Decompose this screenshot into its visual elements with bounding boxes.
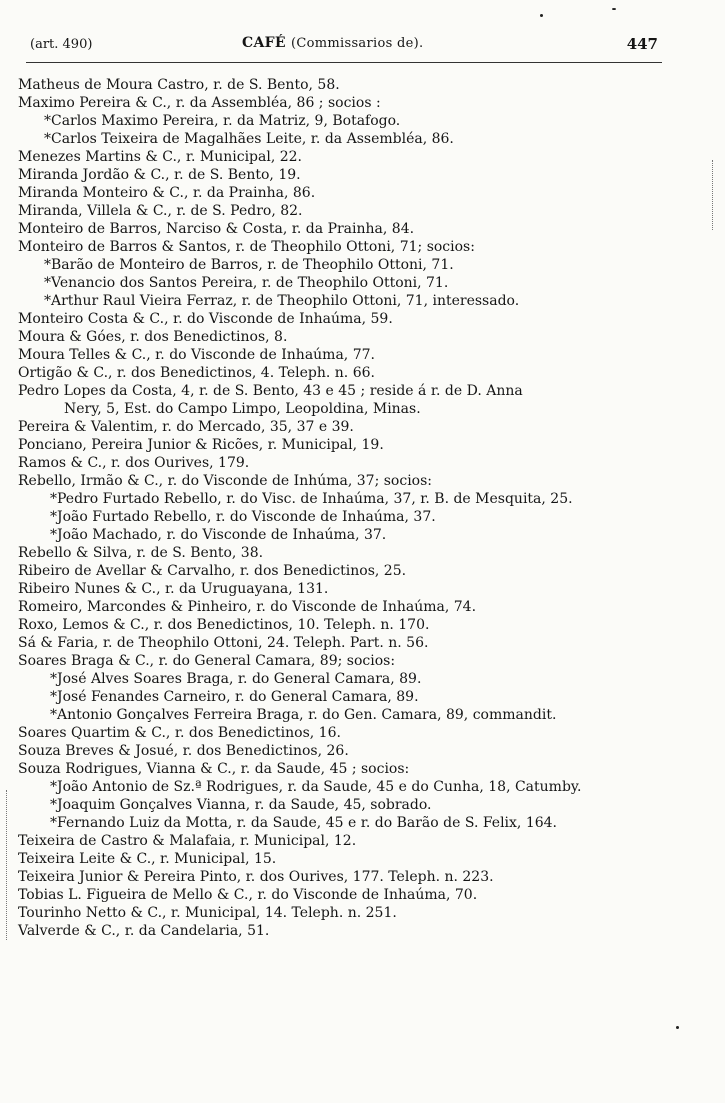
firm-entry: Teixeira Leite & C., r. Municipal, 15. xyxy=(18,851,277,867)
ink-speck xyxy=(676,1026,679,1029)
partner-entry: *Fernando Luiz da Motta, r. da Saude, 45 e r. do Barão de S. Felix, 164. xyxy=(50,815,557,831)
firm-entry: Rebello & Silva, r. de S. Bento, 38. xyxy=(18,545,264,561)
firm-entry: Miranda Monteiro & C., r. da Prainha, 86. xyxy=(18,185,316,201)
partner-entry: *Carlos Maximo Pereira, r. da Matriz, 9, Botafogo. xyxy=(44,113,401,129)
firm-entry: Matheus de Moura Castro, r. de S. Bento, 58. xyxy=(18,77,340,93)
entry-list xyxy=(18,76,678,940)
firm-entry: Pedro Lopes da Costa, 4, r. de S. Bento, 43 e 45 ; reside á r. de D. Anna xyxy=(18,383,523,399)
partner-entry: *Barão de Monteiro de Barros, r. de Theophilo Ottoni, 71. xyxy=(44,257,454,273)
firm-entry: Ramos & C., r. dos Ourives, 179. xyxy=(18,455,250,471)
firm-entry: Miranda, Villela & C., r. de S. Pedro, 82. xyxy=(18,203,303,219)
partner-entry: *João Antonio de Sz.ª Rodrigues, r. da Saude, 45 e do Cunha, 18, Catumby. xyxy=(50,779,582,795)
article-range: (art. 490) xyxy=(30,37,93,52)
firm-entry: Ribeiro de Avellar & Carvalho, r. dos Benedictinos, 25. xyxy=(18,563,407,579)
firm-entry: Valverde & C., r. da Candelaria, 51. xyxy=(18,923,270,939)
firm-entry: Roxo, Lemos & C., r. dos Benedictinos, 10. Teleph. n. 170. xyxy=(18,617,430,633)
firm-entry: Rebello, Irmão & C., r. do Visconde de Inhúma, 37; socios: xyxy=(18,473,433,489)
firm-entry: Teixeira Junior & Pereira Pinto, r. dos Ourives, 177. Teleph. n. 223. xyxy=(18,869,494,885)
firm-entry: Tobias L. Figueira de Mello & C., r. do Visconde de Inhaúma, 70. xyxy=(18,887,478,903)
firm-entry: Pereira & Valentim, r. do Mercado, 35, 37 e 39. xyxy=(18,419,354,435)
section-title: CAFÉ xyxy=(242,35,286,51)
firm-entry: Moura Telles & C., r. do Visconde de Inhaúma, 77. xyxy=(18,347,375,363)
section-subtitle: (Commissarios de). xyxy=(291,36,424,51)
ink-speck xyxy=(540,14,543,17)
partner-entry: *João Furtado Rebello, r. do Visconde de Inhaúma, 37. xyxy=(50,509,436,525)
running-header xyxy=(30,35,658,57)
firm-entry: Monteiro Costa & C., r. do Visconde de Inhaúma, 59. xyxy=(18,311,393,327)
firm-entry: Soares Quartim & C., r. dos Benedictinos, 16. xyxy=(18,725,341,741)
partner-entry: *João Machado, r. do Visconde de Inhaúma, 37. xyxy=(50,527,387,543)
section-heading xyxy=(242,35,423,51)
firm-entry: Souza Breves & Josué, r. dos Benedictinos, 26. xyxy=(18,743,349,759)
header-rule xyxy=(26,62,662,63)
firm-entry: Romeiro, Marcondes & Pinheiro, r. do Visconde de Inhaúma, 74. xyxy=(18,599,477,615)
page-edge-mark xyxy=(712,160,713,230)
partner-entry: *José Fenandes Carneiro, r. do General Camara, 89. xyxy=(50,689,419,705)
entry-continuation: Nery, 5, Est. do Campo Limpo, Leopoldina, Minas. xyxy=(64,401,421,417)
ink-speck xyxy=(612,8,616,10)
firm-entry: Moura & Góes, r. dos Benedictinos, 8. xyxy=(18,329,288,345)
firm-entry: Monteiro de Barros & Santos, r. de Theophilo Ottoni, 71; socios: xyxy=(18,239,475,255)
firm-entry: Ponciano, Pereira Junior & Ricões, r. Municipal, 19. xyxy=(18,437,384,453)
partner-entry: *Arthur Raul Vieira Ferraz, r. de Theophilo Ottoni, 71, interessado. xyxy=(44,293,520,309)
partner-entry: *Pedro Furtado Rebello, r. do Visc. de Inhaúma, 37, r. B. de Mesquita, 25. xyxy=(50,491,573,507)
firm-entry: Soares Braga & C., r. do General Camara, 89; socios: xyxy=(18,653,396,669)
firm-entry: Sá & Faria, r. de Theophilo Ottoni, 24. Teleph. Part. n. 56. xyxy=(18,635,429,651)
partner-entry: *Joaquim Gonçalves Vianna, r. da Saude, 45, sobrado. xyxy=(50,797,432,813)
partner-entry: *Antonio Gonçalves Ferreira Braga, r. do Gen. Camara, 89, commandit. xyxy=(50,707,557,723)
firm-entry: Ortigão & C., r. dos Benedictinos, 4. Teleph. n. 66. xyxy=(18,365,375,381)
page-number: 447 xyxy=(626,35,658,53)
firm-entry: Souza Rodrigues, Vianna & C., r. da Saude, 45 ; socios: xyxy=(18,761,410,777)
firm-entry: Ribeiro Nunes & C., r. da Uruguayana, 131. xyxy=(18,581,329,597)
firm-entry: Miranda Jordão & C., r. de S. Bento, 19. xyxy=(18,167,301,183)
firm-entry: Maximo Pereira & C., r. da Assembléa, 86 ; socios : xyxy=(18,95,381,111)
partner-entry: *Carlos Teixeira de Magalhães Leite, r. da Assembléa, 86. xyxy=(44,131,454,147)
firm-entry: Teixeira de Castro & Malafaia, r. Municipal, 12. xyxy=(18,833,357,849)
firm-entry: Menezes Martins & C., r. Municipal, 22. xyxy=(18,149,302,165)
firm-entry: Tourinho Netto & C., r. Municipal, 14. Teleph. n. 251. xyxy=(18,905,397,921)
firm-entry: Monteiro de Barros, Narciso & Costa, r. da Prainha, 84. xyxy=(18,221,415,237)
partner-entry: *Venancio dos Santos Pereira, r. de Theophilo Ottoni, 71. xyxy=(44,275,449,291)
page-edge-mark xyxy=(6,790,7,940)
partner-entry: *José Alves Soares Braga, r. do General Camara, 89. xyxy=(50,671,422,687)
